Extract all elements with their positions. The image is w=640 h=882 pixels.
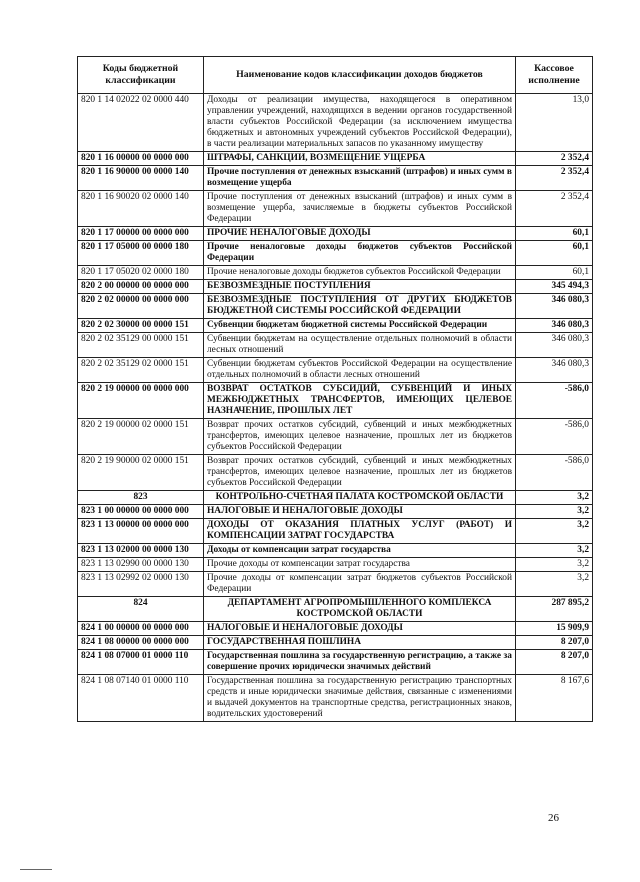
code-cell: 823 1 13 00000 00 0000 000 (78, 519, 204, 544)
name-cell: НАЛОГОВЫЕ И НЕНАЛОГОВЫЕ ДОХОДЫ (204, 505, 516, 519)
name-cell: ДОХОДЫ ОТ ОКАЗАНИЯ ПЛАТНЫХ УСЛУГ (РАБОТ) И КОМПЕНСАЦИИ ЗАТРАТ ГОСУДАРСТВА (204, 519, 516, 544)
amount-cell: 346 080,3 (516, 333, 593, 358)
name-cell: Возврат прочих остатков субсидий, субвенций и иных межбюджетных трансфертов, имеющих целевое назначение, прошлых лет из бюджетов субъектов Российской Федерации (204, 455, 516, 491)
header-code: Коды бюджетной классификации (78, 57, 204, 94)
code-cell: 820 1 17 05000 00 0000 180 (78, 241, 204, 266)
amount-cell: 2 352,4 (516, 166, 593, 191)
name-cell: БЕЗВОЗМЕЗДНЫЕ ПОСТУПЛЕНИЯ (204, 280, 516, 294)
table-row (78, 650, 593, 675)
code-cell: 824 1 08 07000 01 0000 110 (78, 650, 204, 675)
code-cell: 820 2 02 35129 00 0000 151 (78, 333, 204, 358)
amount-cell: -586,0 (516, 455, 593, 491)
table-row (78, 636, 593, 650)
table-row (78, 419, 593, 455)
table-row (78, 227, 593, 241)
amount-cell: 3,2 (516, 572, 593, 597)
code-cell: 823 1 13 02000 00 0000 130 (78, 544, 204, 558)
amount-cell: 15 909,9 (516, 622, 593, 636)
table-row (78, 572, 593, 597)
code-cell: 820 2 00 00000 00 0000 000 (78, 280, 204, 294)
code-cell: 820 2 19 00000 02 0000 151 (78, 419, 204, 455)
name-cell: Субвенции бюджетам субъектов Российской Федерации на осуществление отдельных полномочий в области лесных отношений (204, 358, 516, 383)
table-row (78, 358, 593, 383)
table-row (78, 94, 593, 152)
table-row (78, 383, 593, 419)
amount-cell: 3,2 (516, 558, 593, 572)
name-cell: Прочие поступления от денежных взысканий (штрафов) и иных сумм в возмещение ущерба (204, 166, 516, 191)
code-cell: 823 1 13 02992 02 0000 130 (78, 572, 204, 597)
name-cell: Субвенции бюджетам бюджетной системы Российской Федерации (204, 319, 516, 333)
scan-mark (20, 869, 52, 870)
amount-cell: 3,2 (516, 544, 593, 558)
amount-cell: 346 080,3 (516, 358, 593, 383)
name-cell: ГОСУДАРСТВЕННАЯ ПОШЛИНА (204, 636, 516, 650)
code-cell: 820 1 16 90020 02 0000 140 (78, 191, 204, 227)
code-cell: 820 1 17 05020 02 0000 180 (78, 266, 204, 280)
name-cell: БЕЗВОЗМЕЗДНЫЕ ПОСТУПЛЕНИЯ ОТ ДРУГИХ БЮДЖЕТОВ БЮДЖЕТНОЙ СИСТЕМЫ РОССИЙСКОЙ ФЕДЕРАЦИИ (204, 294, 516, 319)
amount-cell: 2 352,4 (516, 191, 593, 227)
table-row (78, 558, 593, 572)
table-row (78, 544, 593, 558)
amount-cell: 2 352,4 (516, 152, 593, 166)
table-row (78, 191, 593, 227)
amount-cell: -586,0 (516, 383, 593, 419)
revenue-table (77, 56, 593, 722)
amount-cell: 345 494,3 (516, 280, 593, 294)
header-name: Наименование кодов классификации доходов бюджетов (204, 57, 516, 94)
name-cell: НАЛОГОВЫЕ И НЕНАЛОГОВЫЕ ДОХОДЫ (204, 622, 516, 636)
code-cell: 820 2 02 00000 00 0000 000 (78, 294, 204, 319)
table-row (78, 319, 593, 333)
name-cell: Прочие поступления от денежных взысканий (штрафов) и иных сумм в возмещение ущерба, зачисляемые в бюджеты субъектов Российской Федерации (204, 191, 516, 227)
name-cell: Субвенции бюджетам на осуществление отдельных полномочий в области лесных отношений (204, 333, 516, 358)
code-cell: 824 (78, 597, 204, 622)
amount-cell: 3,2 (516, 491, 593, 505)
table-row (78, 266, 593, 280)
amount-cell: 8 207,0 (516, 636, 593, 650)
name-cell: КОНТРОЛЬНО-СЧЕТНАЯ ПАЛАТА КОСТРОМСКОЙ ОБЛАСТИ (204, 491, 516, 505)
amount-cell: 60,1 (516, 266, 593, 280)
amount-cell: 3,2 (516, 519, 593, 544)
code-cell: 823 (78, 491, 204, 505)
amount-cell: 13,0 (516, 94, 593, 152)
code-cell: 820 2 19 90000 02 0000 151 (78, 455, 204, 491)
amount-cell: -586,0 (516, 419, 593, 455)
table-row (78, 519, 593, 544)
amount-cell: 60,1 (516, 241, 593, 266)
name-cell: Доходы от компенсации затрат государства (204, 544, 516, 558)
amount-cell: 8 207,0 (516, 650, 593, 675)
department-row (78, 597, 593, 622)
name-cell: Доходы от реализации имущества, находящегося в оперативном управлении учреждений, находящихся в ведении органов государственной власти субъектов Российской Федерации (за исключением имущества бюджетных и автономных учреждений субъектов Российской Федерации), в части реализации материальных запасов по указанному имуществу (204, 94, 516, 152)
name-cell: Государственная пошлина за государственную регистрацию транспортных средств и иные юридически значимые действия, связанные с изменениями и выдачей документов на транспортные средства, регистрационных знаков, водительских удостоверений (204, 675, 516, 722)
name-cell: Прочие неналоговые доходы бюджетов субъектов Российской Федерации (204, 241, 516, 266)
amount-cell: 346 080,3 (516, 294, 593, 319)
code-cell: 820 2 02 30000 00 0000 151 (78, 319, 204, 333)
name-cell: ВОЗВРАТ ОСТАТКОВ СУБСИДИЙ, СУБВЕНЦИЙ И ИНЫХ МЕЖБЮДЖЕТНЫХ ТРАНСФЕРТОВ, ИМЕЮЩИХ ЦЕЛЕВОЕ НАЗНАЧЕНИЕ, ПРОШЛЫХ ЛЕТ (204, 383, 516, 419)
name-cell: Государственная пошлина за государственную регистрацию, а также за совершение прочих юридически значимых действий (204, 650, 516, 675)
code-cell: 823 1 00 00000 00 0000 000 (78, 505, 204, 519)
table-body (78, 94, 593, 722)
code-cell: 824 1 08 07140 01 0000 110 (78, 675, 204, 722)
code-cell: 824 1 08 00000 00 0000 000 (78, 636, 204, 650)
table-row (78, 675, 593, 722)
table-row (78, 152, 593, 166)
amount-cell: 287 895,2 (516, 597, 593, 622)
code-cell: 820 1 14 02022 02 0000 440 (78, 94, 204, 152)
amount-cell: 8 167,6 (516, 675, 593, 722)
table-row (78, 166, 593, 191)
header-amount: Кассовое исполнение (516, 57, 593, 94)
code-cell: 823 1 13 02990 00 0000 130 (78, 558, 204, 572)
table-row (78, 294, 593, 319)
name-cell: ДЕПАРТАМЕНТ АГРОПРОМЫШЛЕННОГО КОМПЛЕКСА КОСТРОМСКОЙ ОБЛАСТИ (204, 597, 516, 622)
table-row (78, 280, 593, 294)
code-cell: 820 1 16 90000 00 0000 140 (78, 166, 204, 191)
table-row (78, 333, 593, 358)
table-row (78, 505, 593, 519)
code-cell: 820 2 02 35129 02 0000 151 (78, 358, 204, 383)
table-row (78, 241, 593, 266)
code-cell: 820 2 19 00000 00 0000 000 (78, 383, 204, 419)
table-row (78, 455, 593, 491)
name-cell: Прочие доходы от компенсации затрат государства (204, 558, 516, 572)
table-row (78, 622, 593, 636)
name-cell: Прочие доходы от компенсации затрат бюджетов субъектов Российской Федерации (204, 572, 516, 597)
name-cell: ПРОЧИЕ НЕНАЛОГОВЫЕ ДОХОДЫ (204, 227, 516, 241)
name-cell: ШТРАФЫ, САНКЦИИ, ВОЗМЕЩЕНИЕ УЩЕРБА (204, 152, 516, 166)
amount-cell: 3,2 (516, 505, 593, 519)
code-cell: 824 1 00 00000 00 0000 000 (78, 622, 204, 636)
code-cell: 820 1 17 00000 00 0000 000 (78, 227, 204, 241)
amount-cell: 60,1 (516, 227, 593, 241)
amount-cell: 346 080,3 (516, 319, 593, 333)
table-header-row (78, 57, 593, 94)
code-cell: 820 1 16 00000 00 0000 000 (78, 152, 204, 166)
department-row (78, 491, 593, 505)
page-number: 26 (548, 812, 559, 824)
name-cell: Возврат прочих остатков субсидий, субвенций и иных межбюджетных трансфертов, имеющих целевое назначение, прошлых лет из бюджетов субъектов Российской Федерации (204, 419, 516, 455)
name-cell: Прочие неналоговые доходы бюджетов субъектов Российской Федерации (204, 266, 516, 280)
